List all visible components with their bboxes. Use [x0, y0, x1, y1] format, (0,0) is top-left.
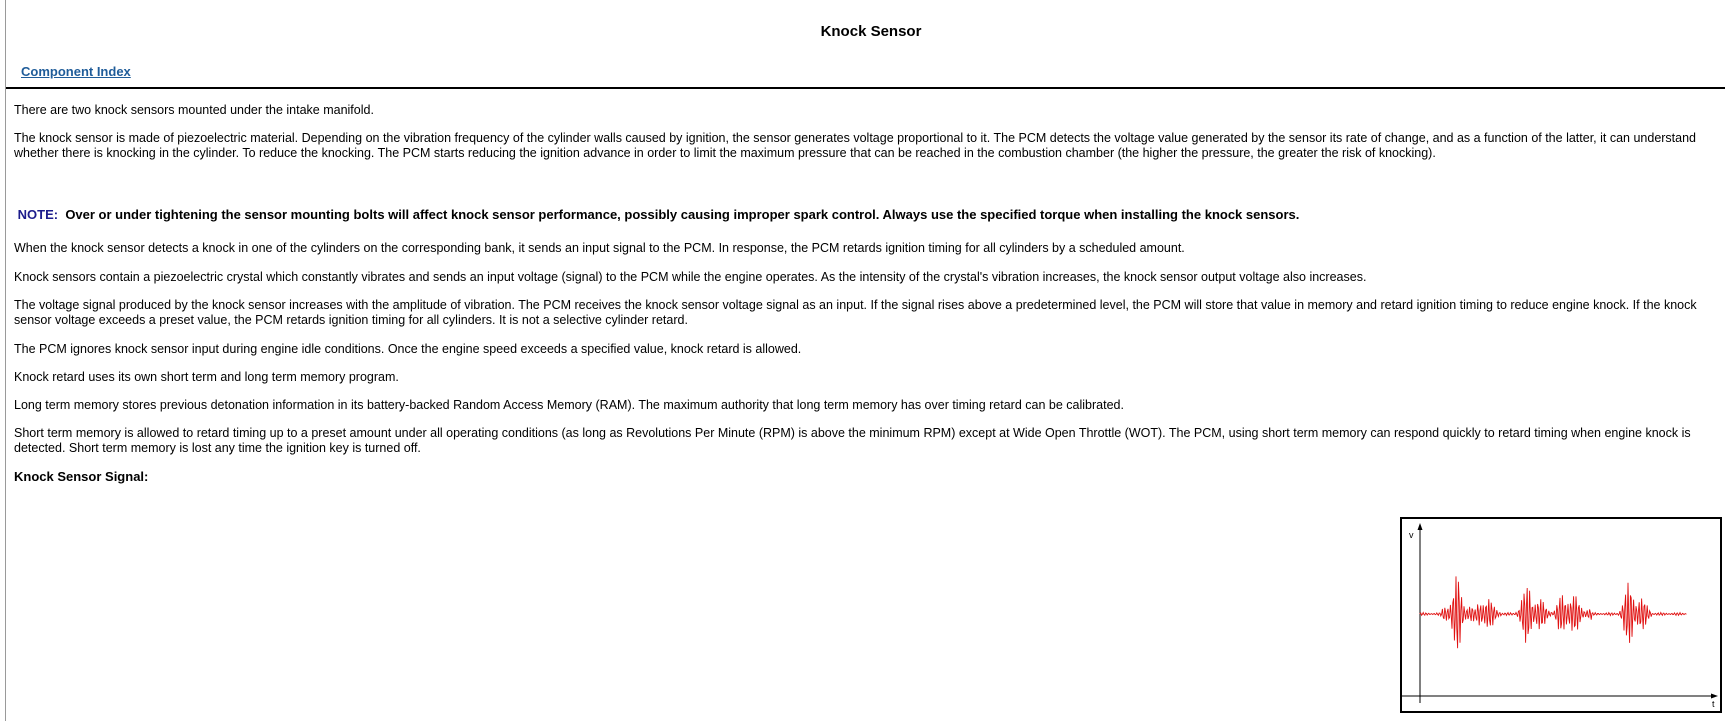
paragraph-piezoelectric: The knock sensor is made of piezoelectric material. Depending on the vibration frequency of the cylinder walls caused by ignition, the sensor generates voltage proportional to it. The PCM detects the voltage value generated by the sensor its rate of change, and as a function of the latter, it can understand whether there is knocking in the cylinder. To reduce the knocking. The PCM starts reducing the ignition advance in order to limit the maximum pressure that can be reached in the combustion chamber (the higher the pressure, the greater the risk of knocking). [14, 131, 1697, 160]
note-label: NOTE: [17, 207, 59, 222]
page-title: Knock Sensor [820, 23, 922, 40]
knock-signal-svg [1402, 519, 1720, 711]
paragraph-idle: The PCM ignores knock sensor input during engine idle conditions. Once the engine speed exceeds a specified value, knock retard is allowed. [14, 342, 802, 356]
x-axis-label: t [1712, 699, 1715, 709]
header-divider [6, 87, 1725, 89]
paragraph-long-term: Long term memory stores previous detonation information in its battery-backed Random Access Memory (RAM). The maximum authority that long term memory has over timing retard can be calibrated. [14, 398, 1124, 412]
paragraph-retard-memory: Knock retard uses its own short term and long term memory program. [14, 370, 399, 384]
knock-signal-diagram [1400, 517, 1722, 713]
paragraph-knock-detect: When the knock sensor detects a knock in one of the cylinders on the corresponding bank, it sends an input signal to the PCM. In response, the PCM retards ignition timing for all cylinders by a scheduled amount. [14, 241, 1185, 255]
paragraph-voltage-signal: The voltage signal produced by the knock sensor increases with the amplitude of vibration. The PCM receives the knock sensor voltage signal as an input. If the signal rises above a predetermined level, the PCM will store that value in memory and retard ignition timing to reduce engine knock. If the knock sensor voltage exceeds a preset value, the PCM retards ignition timing for all cylinders. It is not a selective cylinder retard. [14, 298, 1697, 327]
knock-waveform [1420, 576, 1686, 648]
note-block [14, 207, 1724, 222]
y-axis-label: v [1409, 530, 1414, 540]
page-left-border [5, 0, 6, 721]
paragraph-short-term: Short term memory is allowed to retard timing up to a preset amount under all operating conditions (as long as Revolutions Per Minute (RPM) is above the minimum RPM) except at Wide Open Throttle (WOT). The PCM, using short term memory can respond quickly to retard timing when engine knock is detected. Short term memory is lost any time the ignition key is turned off. [14, 426, 1691, 455]
y-axis-arrow [1418, 523, 1423, 530]
note-text: Over or under tightening the sensor mounting bolts will affect knock sensor performance, possibly causing improper spark control. Always use the specified torque when installing the knock sensors. [65, 207, 1300, 222]
component-index-link[interactable]: Component Index [21, 64, 131, 79]
paragraph-mounting: There are two knock sensors mounted under the intake manifold. [14, 103, 374, 117]
x-axis-arrow [1711, 694, 1718, 699]
signal-heading: Knock Sensor Signal: [14, 469, 149, 484]
paragraph-crystal: Knock sensors contain a piezoelectric crystal which constantly vibrates and sends an input voltage (signal) to the PCM while the engine operates. As the intensity of the crystal's vibration increases, the knock sensor output voltage also increases. [14, 270, 1367, 284]
